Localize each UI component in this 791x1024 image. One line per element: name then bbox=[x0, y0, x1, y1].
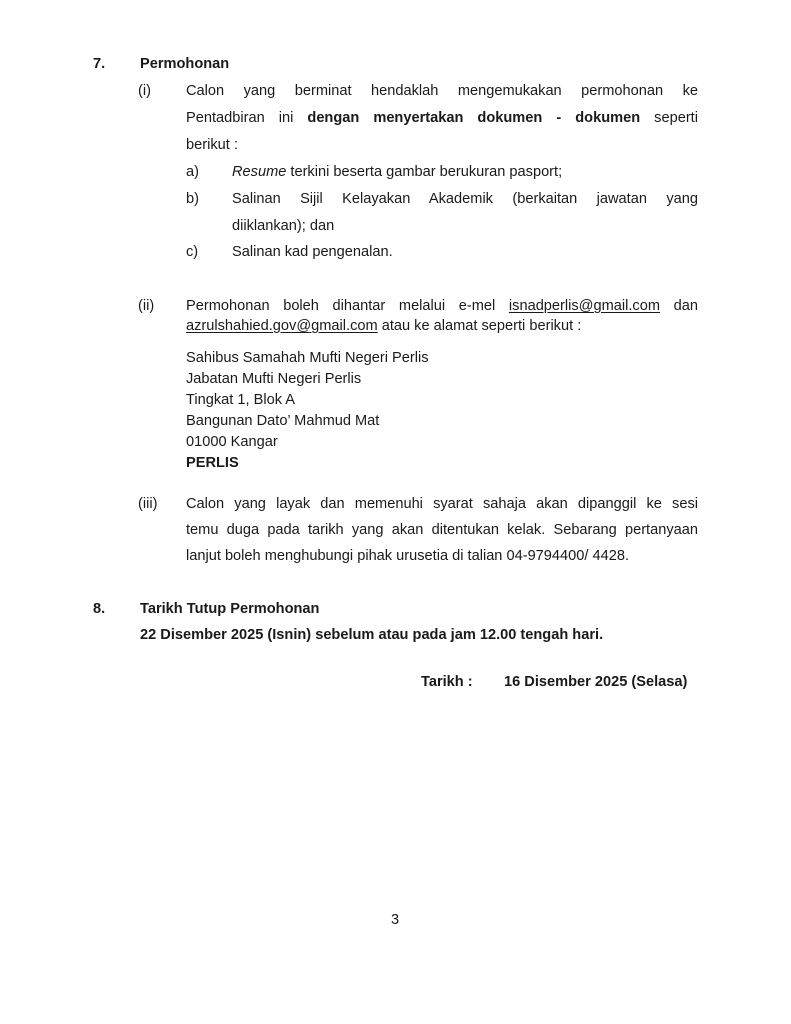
item-ii-line-2-post: atau ke alamat seperti berikut : bbox=[377, 318, 582, 334]
item-ii-line-2 bbox=[186, 318, 581, 334]
item-i-line-1: Calon yang berminat hendaklah mengemukakan permohonan ke bbox=[186, 83, 698, 99]
item-iii-marker: (iii) bbox=[138, 496, 158, 512]
address-line: Tingkat 1, Blok A bbox=[186, 392, 295, 408]
item-i-line-3: berikut : bbox=[186, 137, 238, 153]
item-iii-line-3: lanjut boleh menghubungi pihak urusetia di talian 04-9794400/ 4428. bbox=[186, 548, 630, 564]
subitem-b-line-1: Salinan Sijil Kelayakan Akademik (berkaitan jawatan yang bbox=[232, 191, 698, 207]
address-line: Sahibus Samahah Mufti Negeri Perlis bbox=[186, 350, 429, 366]
email-link-isnadperlis[interactable]: isnadperlis@gmail.com bbox=[508, 298, 660, 314]
section-7-title: Permohonan bbox=[140, 56, 230, 72]
item-ii-line-1-pre: Permohonan boleh dihantar melalui e-mel bbox=[186, 298, 496, 314]
section-8-number: 8. bbox=[93, 601, 106, 617]
subitem-a-text bbox=[232, 164, 562, 180]
closing-date-text: 22 Disember 2025 (Isnin) sebelum atau pada jam 12.00 tengah hari. bbox=[140, 627, 604, 643]
item-i-marker: (i) bbox=[138, 83, 151, 99]
section-8-title: Tarikh Tutup Permohonan bbox=[140, 601, 320, 617]
item-iii-line-2: temu duga pada tarikh yang akan ditentukan kelak. Sebarang pertanyaan bbox=[186, 522, 698, 538]
item-ii-line-1 bbox=[186, 298, 698, 314]
subitem-a-italic: Resume bbox=[232, 164, 287, 180]
item-i-line-2 bbox=[186, 110, 698, 126]
address-line: Bangunan Dato’ Mahmud Mat bbox=[186, 413, 380, 429]
item-i-line-2-pre: Pentadbiran ini bbox=[186, 110, 294, 126]
item-ii-marker: (ii) bbox=[138, 298, 155, 314]
item-i-line-2-post: seperti bbox=[654, 110, 698, 126]
subitem-c-text: Salinan kad pengenalan. bbox=[232, 244, 393, 260]
subitem-b-line-2: diiklankan); dan bbox=[232, 218, 335, 234]
address-line: 01000 Kangar bbox=[186, 434, 278, 450]
date-label: Tarikh : bbox=[421, 674, 473, 690]
date-value: 16 Disember 2025 (Selasa) bbox=[504, 674, 688, 690]
subitem-a-marker: a) bbox=[186, 164, 199, 180]
subitem-b-marker: b) bbox=[186, 191, 199, 207]
address-line: Jabatan Mufti Negeri Perlis bbox=[186, 371, 362, 387]
subitem-a-rest: terkini beserta gambar berukuran pasport; bbox=[286, 164, 563, 180]
section-7-number: 7. bbox=[93, 56, 106, 72]
item-iii-line-1: Calon yang layak dan memenuhi syarat sahaja akan dipanggil ke sesi bbox=[186, 496, 698, 512]
item-ii-line-1-post: dan bbox=[673, 298, 698, 314]
page-number: 3 bbox=[391, 912, 400, 928]
item-i-line-2-bold: dengan menyertakan dokumen - dokumen bbox=[307, 110, 641, 126]
email-link-azrulshahied[interactable]: azrulshahied.gov@gmail.com bbox=[186, 318, 378, 334]
subitem-c-marker: c) bbox=[186, 244, 199, 260]
address-state: PERLIS bbox=[186, 455, 239, 471]
